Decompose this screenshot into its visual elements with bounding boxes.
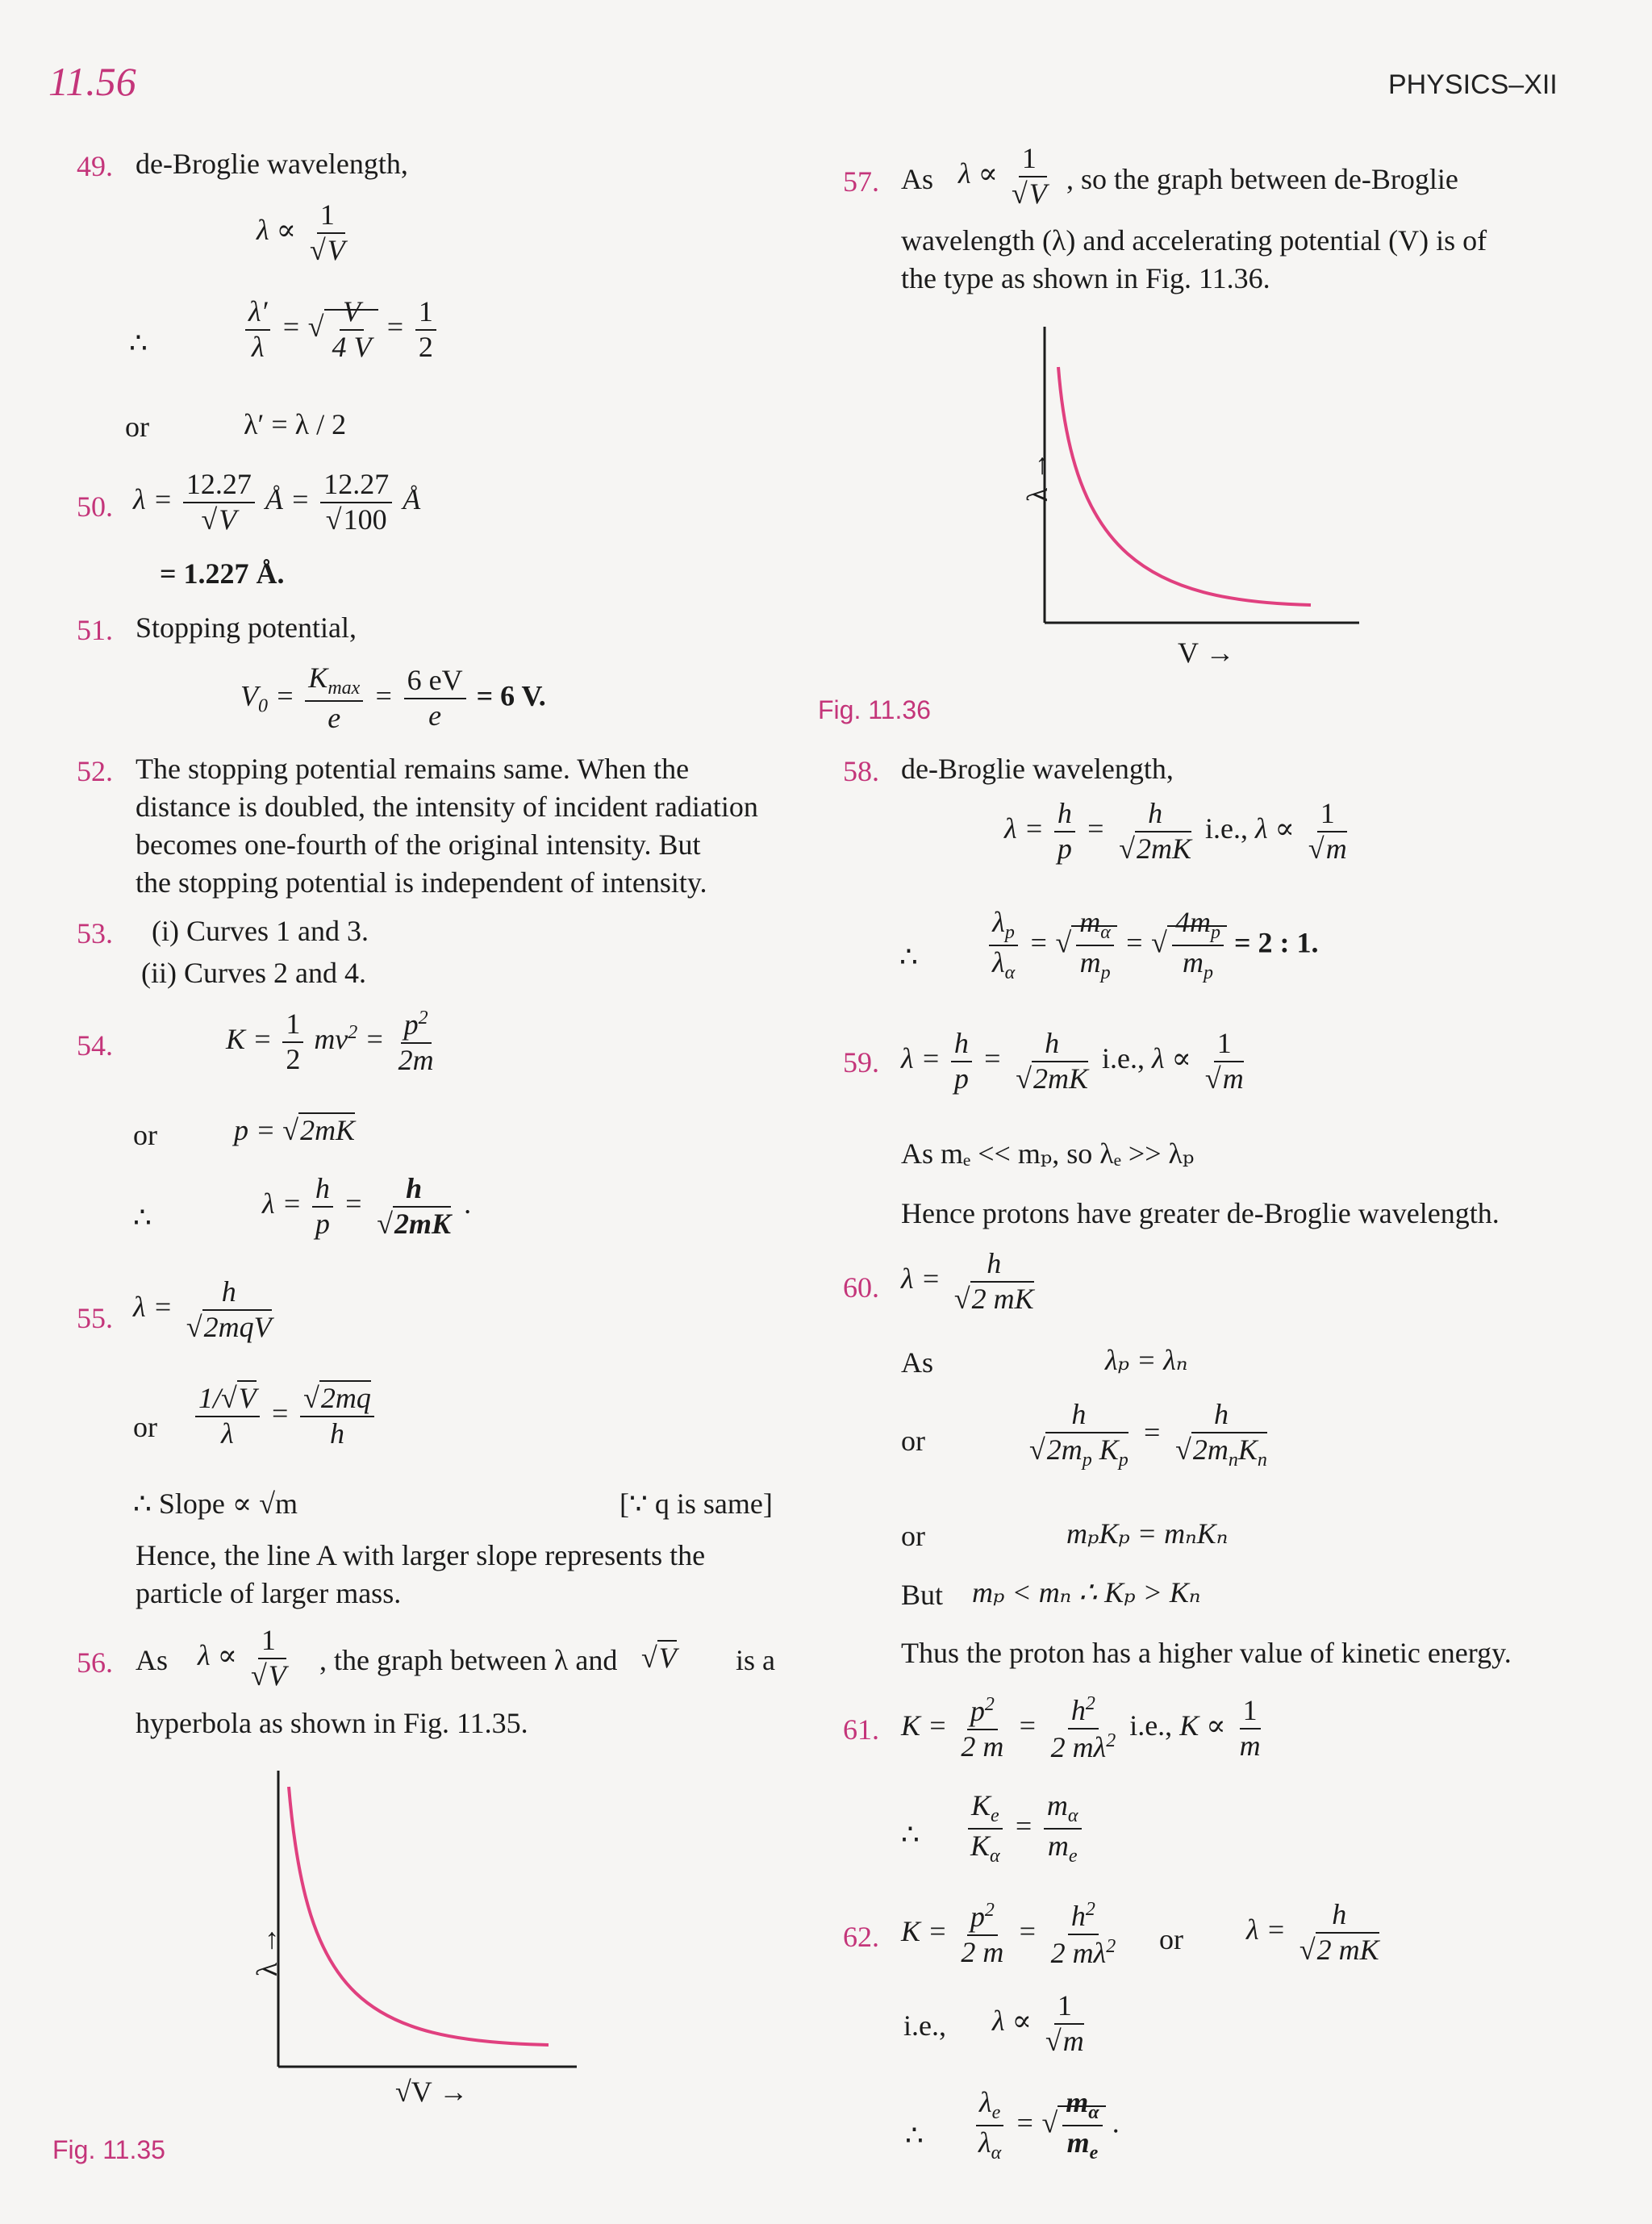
q55-formula-2: $\frac{1/√V}{\lambda}$ = $\frac{√2mq}{h}$ xyxy=(192,1383,378,1450)
q60-equation: $\frac{h}{√2m_p K_p}$ = $\frac{h}{√2m_nK_n}$ xyxy=(1029,1398,1267,1471)
q53-line-2: (ii) Curves 2 and 4. xyxy=(141,957,366,989)
item-number-49: 49. xyxy=(77,150,113,182)
q60-conclusion: Thus the proton has a higher value of kinetic energy. xyxy=(901,1637,1512,1669)
q55-slope: ∴ Slope ∝ √m xyxy=(133,1488,298,1520)
fig36-caption: Fig. 11.36 xyxy=(818,695,931,724)
q60-eq-2: mₚKₚ = mₙKₙ xyxy=(1066,1517,1229,1550)
q62-wavelength: λ = $\frac{h}{√2 mK}$ xyxy=(1246,1898,1379,1966)
q52-line-4: the stopping potential is independent of intensity. xyxy=(136,866,707,899)
q56-as: As xyxy=(136,1644,169,1676)
q61-ratio: $\frac{K_e}{K_\alpha}$ = $\frac{m_\alpha}{m_e}$ xyxy=(964,1791,1085,1867)
q60-but: But xyxy=(901,1579,944,1611)
q55-line-2: particle of larger mass. xyxy=(136,1577,402,1609)
fig35-y-label: λ → xyxy=(251,1926,284,1977)
q52-line-1: The stopping potential remains same. When the xyxy=(136,753,690,785)
q55-note: [∵ q is same] xyxy=(620,1488,773,1520)
q60-as: As xyxy=(901,1346,934,1379)
q49-or: or xyxy=(125,411,149,443)
q52-line-2: distance is doubled, the intensity of incident radiation xyxy=(136,791,758,823)
fig35-x-label: √V → xyxy=(395,2076,469,2108)
q55-formula-1: λ = $\frac{h}{\text{√2mqV}}$ xyxy=(133,1275,272,1343)
item-number-62: 62. xyxy=(843,1921,879,1953)
fig35-graph xyxy=(242,1763,581,2085)
q62-proportionality: λ ∝ $\frac{1}{√m}$ xyxy=(992,1989,1084,2057)
q49-result: λ′ = λ / 2 xyxy=(244,408,347,440)
fig36-x-label: V → xyxy=(1178,636,1235,669)
q49-ratio: $\frac{\lambda'}{\lambda}$ = √ $\frac{V}{4 V}$ = $\frac{1}{2}$ xyxy=(242,297,440,363)
q51-result: = 6 V. xyxy=(476,679,546,712)
q54-or: or xyxy=(133,1119,157,1151)
fig36-curve xyxy=(1058,367,1311,605)
running-title: PHYSICS–XII xyxy=(1388,69,1558,100)
q62-therefore: ∴ xyxy=(905,2119,924,2151)
q58-formula: λ = $\frac{h}{p}$ = $\frac{h}{√2mK}$ i.e., λ ∝ $\frac{1}{√m}$ xyxy=(1004,797,1347,865)
q50-formula: λ = $\frac{12.27}{√V}$ Å = $\frac{12.27}{√100}$ Å xyxy=(133,468,421,536)
item-number-53: 53. xyxy=(77,917,113,949)
item-number-51: 51. xyxy=(77,614,113,646)
item-number-61: 61. xyxy=(843,1713,879,1746)
q58-text: de-Broglie wavelength, xyxy=(901,753,1174,785)
q60-or-1: or xyxy=(901,1425,925,1457)
q53-line-1: (i) Curves 1 and 3. xyxy=(152,915,369,947)
q61-formula: K = $\frac{p^2}{2 m}$ = $\frac{h^2}{2 m\lambda^2}$ i.e., K ∝ $\frac{1}{m}$ xyxy=(901,1693,1261,1763)
item-number-59: 59. xyxy=(843,1046,879,1079)
q62-ie: i.e., xyxy=(903,2009,946,2042)
q57-proportionality: λ ∝ $\frac{1}{√V}$ xyxy=(958,142,1047,210)
q54-therefore: ∴ xyxy=(133,1201,152,1233)
q49-proportionality: λ ∝ $\frac{1}{√V}$ xyxy=(257,198,345,266)
q55-line-1: Hence, the line A with larger slope represents the xyxy=(136,1539,706,1571)
fig36-graph xyxy=(1032,319,1371,633)
q60-but-expr: mₚ < mₙ ∴ Kₚ > Kₙ xyxy=(972,1576,1201,1609)
q59-line-3: Hence protons have greater de-Broglie wavelength. xyxy=(901,1197,1500,1229)
q49-text: de-Broglie wavelength, xyxy=(136,148,408,180)
page-number: 11.56 xyxy=(48,59,136,104)
q56-text-a: , the graph between λ and xyxy=(319,1644,618,1676)
q61-therefore: ∴ xyxy=(901,1818,920,1851)
q58-therefore: ∴ xyxy=(899,941,918,973)
q57-line-2: wavelength (λ) and accelerating potential (V) is of xyxy=(901,224,1487,257)
q60-formula: λ = $\frac{h}{√2 mK}$ xyxy=(901,1247,1034,1315)
item-number-55: 55. xyxy=(77,1302,113,1334)
q54-formula-3: λ = $\frac{h}{p}$ = $\frac{h}{√2mK}$ . xyxy=(262,1172,472,1240)
item-number-58: 58. xyxy=(843,755,879,787)
q58-result: = 2 : 1. xyxy=(1233,926,1319,959)
item-number-52: 52. xyxy=(77,755,113,787)
q56-root-v: √V xyxy=(641,1642,677,1674)
item-number-56: 56. xyxy=(77,1646,113,1679)
q55-or: or xyxy=(133,1411,157,1443)
q62-ratio: $\frac{\lambda_e}{\lambda_\alpha}$ = √ $\frac{m_\alpha}{m_e}$ . xyxy=(972,2088,1120,2164)
q60-eq: λₚ = λₙ xyxy=(1105,1344,1188,1376)
q52-line-3: becomes one-fourth of the original intensity. But xyxy=(136,828,701,861)
q54-formula-2: p = √2mK xyxy=(234,1114,356,1146)
q62-formula: K = $\frac{p^2}{2 m}$ = $\frac{h^2}{2 m\lambda^2}$ xyxy=(901,1899,1116,1969)
q54-formula-1: K = $\frac{1}{2}$ $mv^2$ = $\frac{p^2}{2m}$ xyxy=(226,1008,434,1076)
q51-formula: $V_0$ = $\frac{K_{max}}{e}$ = $\frac{6 eV}{e}$ = 6 V. xyxy=(240,661,546,735)
q57-text-a: , so the graph between de-Broglie xyxy=(1066,163,1458,195)
q50-result: = 1.227 Å. xyxy=(160,557,285,590)
q56-text-b: is a xyxy=(736,1644,775,1676)
q56-line-2: hyperbola as shown in Fig. 11.35. xyxy=(136,1707,528,1739)
q49-therefore: ∴ xyxy=(129,327,148,359)
q59-line-2: As mₑ << mₚ, so λₑ >> λₚ xyxy=(901,1137,1195,1170)
fig36-y-label: λ → xyxy=(1021,451,1054,503)
fig35-curve xyxy=(289,1787,549,2045)
q62-or: or xyxy=(1159,1923,1183,1955)
item-number-57: 57. xyxy=(843,165,879,198)
item-number-50: 50. xyxy=(77,490,113,523)
q56-proportionality: λ ∝ $\frac{1}{√V}$ xyxy=(198,1624,286,1692)
item-number-54: 54. xyxy=(77,1029,113,1062)
q60-or-2: or xyxy=(901,1520,925,1552)
fig35-caption: Fig. 11.35 xyxy=(52,2135,165,2164)
q58-ratio: $\frac{\lambda_p}{\lambda_\alpha}$ = √ $\frac{m_\alpha}{m_p}$ = √ $\frac{4m_p}{m_p}$ = 2 : 1. xyxy=(986,908,1318,984)
q57-as: As xyxy=(901,163,934,195)
q57-line-3: the type as shown in Fig. 11.36. xyxy=(901,262,1270,294)
q59-formula: λ = $\frac{h}{p}$ = $\frac{h}{√2mK}$ i.e., λ ∝ $\frac{1}{√m}$ xyxy=(901,1027,1244,1095)
q51-text: Stopping potential, xyxy=(136,611,357,644)
item-number-60: 60. xyxy=(843,1271,879,1304)
